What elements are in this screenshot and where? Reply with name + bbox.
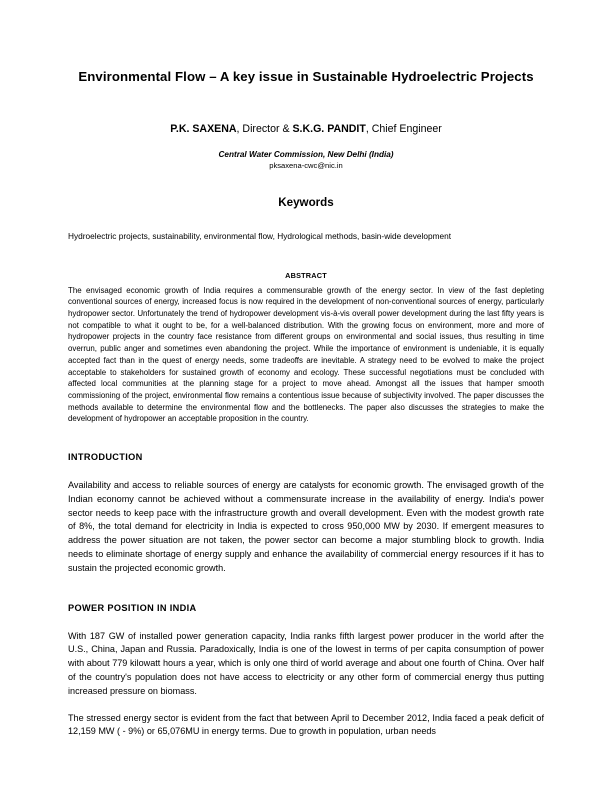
abstract-heading: ABSTRACT (285, 270, 327, 280)
page-content (68, 0, 544, 739)
section-paragraph: Availability and access to reliable sources of energy are catalysts for economic growth. The envisaged growth of the Indian economy cannot be achieved without a commensurate increase in the availability of energy. India's power sector needs to keep pace with the infrastructure growth and overall development. Even with the modest growth rate of 8%, the total demand for electricity in India is expected to cross 950,000 MW by 2030. If emergent measures to address the power situation are not taken, the power sector can become a major stumbling block to growth. India needs to eliminate shortage of energy supply and enhance the availability of commercial energy resources if it has to sustain the projected economic growth. (68, 479, 544, 573)
affiliation: Central Water Commission, New Delhi (India) (218, 149, 394, 159)
section-heading-power-position-in-india: POWER POSITION IN INDIA (68, 602, 197, 613)
contact-email: pksaxena-cwc@nic.in (269, 160, 343, 170)
author-two-role: , Chief Engineer (365, 122, 442, 135)
author-one-name: P.K. SAXENA (170, 122, 237, 135)
section-paragraph: The stressed energy sector is evident from the fact that between April to December 2012, India faced a peak deficit of 12,159 MW ( - 9%) or 65,076MU in energy terms. Due to growth in population, urban needs (68, 712, 544, 737)
author-line (68, 86, 544, 137)
page-title: Environmental Flow – A key issue in Sustainable Hydroelectric Projects (78, 69, 534, 84)
abstract-body: The envisaged economic growth of India requires a commensurable growth of the energy sector. In view of the fast depleting conventional sources of energy, increased focus is now required in the development of non-conventional sources of energy, particularly hydropower sector. Unfortunately the trend of hydropower development vis-à-vis overall power development during the last fifty years is not compatible to what it ought to be, for a well-balanced distribution. With the growing focus on environment, more and more of hydropower projects in the country face resistance from different groups on environmental and social issues, thus resulting in time overrun, public anger and sometimes even abandoning the project. While the importance of environment is undeniable, it is equally accepted fact than in the quest of energy needs, some tradeoffs are inevitable. A strategy need to be evolved to make the project acceptable to stakeholders for sustained growth of economy and ecology. These successful negotiations must be concluded with affected local communities at the planning stage for a project to move ahead. Amongst all the issues that hamper smooth commissioning of the project, environmental flow remains a contentious issue because of subjectivity involved. The paper discusses the methods available to determine the environmental flow and the bottlenecks. The paper also discusses the strategies to make the development of hydropower an acceptable proposition in the country. (68, 285, 544, 424)
section-heading-introduction: INTRODUCTION (68, 451, 143, 462)
keywords-list: Hydroelectric projects, sustainability, environmental flow, Hydrological methods, basin-wide development (68, 230, 452, 241)
keywords-heading: Keywords (278, 195, 334, 209)
author-two-name: S.K.G. PANDIT (292, 122, 366, 135)
author-one-role: , Director & (236, 122, 293, 135)
section-paragraph: With 187 GW of installed power generation capacity, India ranks fifth largest power producer in the world after the U.S., China, Japan and Russia. Paradoxically, India is one of the lowest in terms of per capita consumption of power with about 779 kilowatt hours a year, which is only one third of world average and about one fourth of China. Over half of the country's population does not have access to electricity or any other form of commercial energy thus putting increased pressure on biomass. (68, 630, 544, 696)
